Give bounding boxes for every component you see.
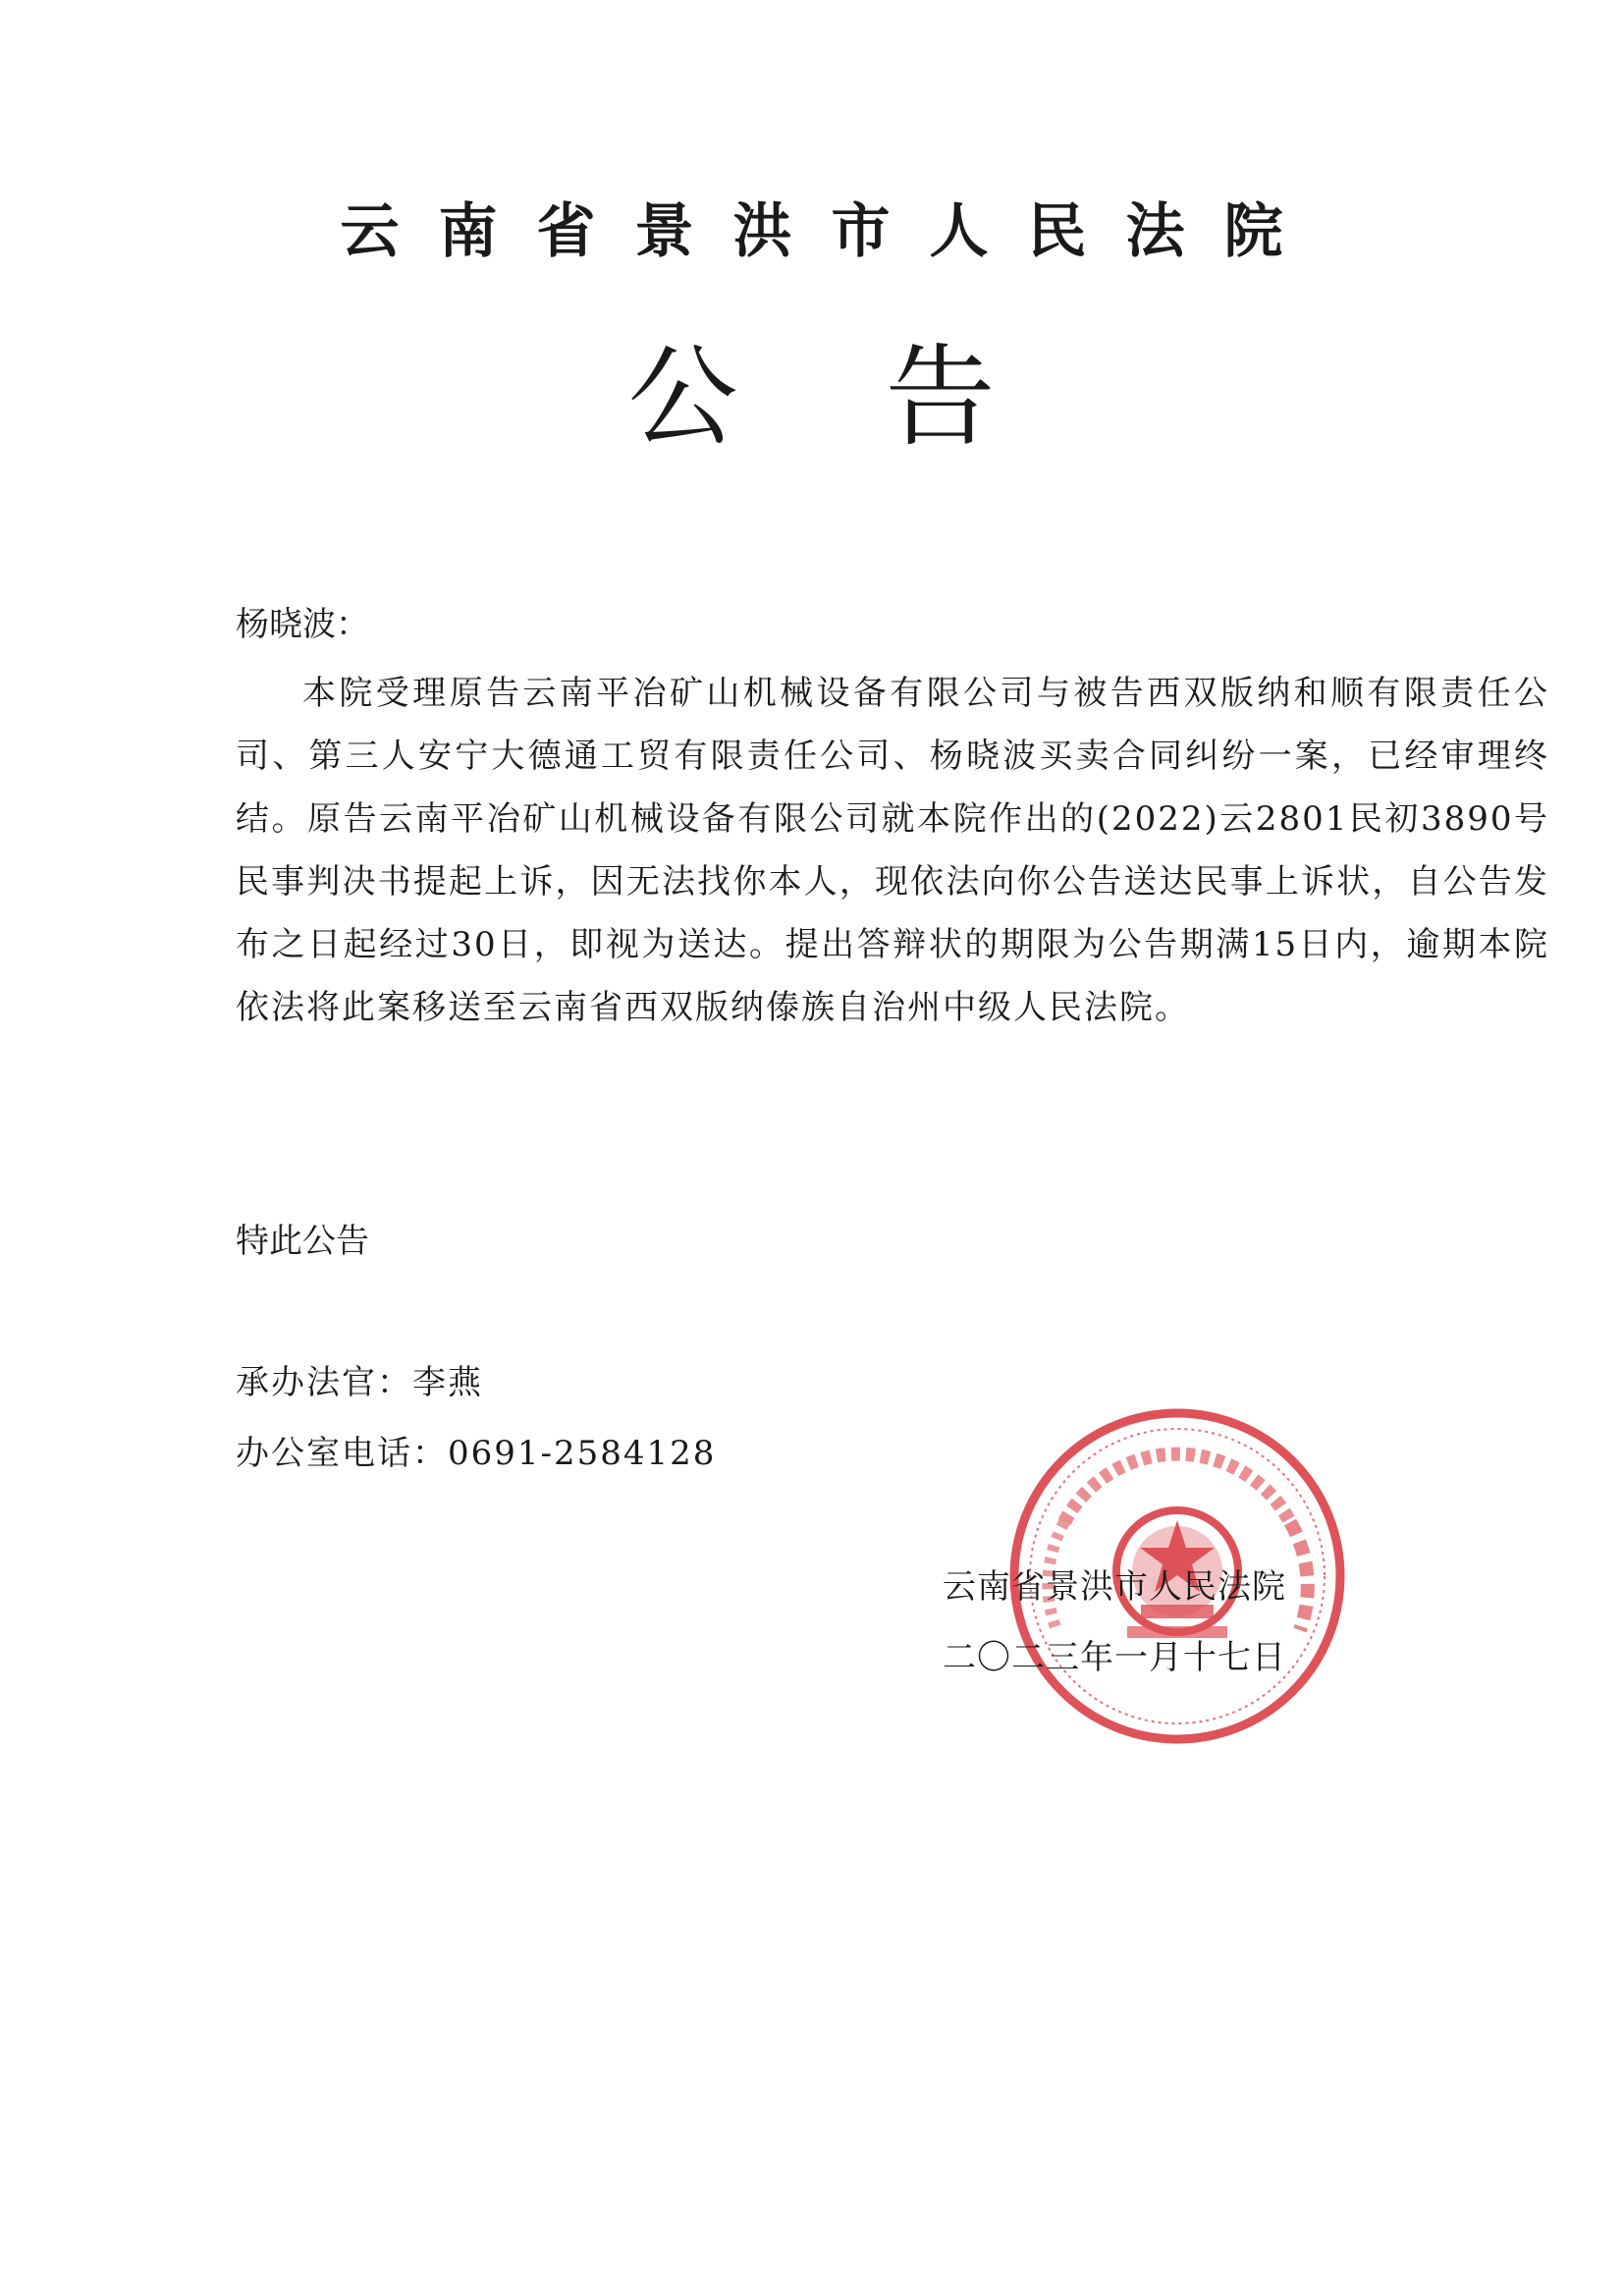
document-title: 公告	[627, 334, 1143, 462]
judge-line: 承办法官：李燕	[236, 1363, 483, 1402]
closing-line: 特此公告	[236, 1222, 369, 1261]
phone-line: 办公室电话：0691-2584128	[236, 1434, 717, 1473]
court-title: 云南省景洪市人民法院	[340, 197, 1323, 266]
signature-date: 二〇二三年一月十七日	[943, 1638, 1286, 1677]
notice-body: 本院受理原告云南平冶矿山机械设备有限公司与被告西双版纳和顺有限责任公司、第三人安宁大德通工贸有限责任公司、杨晓波买卖合同纠纷一案，已经审理终结。原告云南平冶矿山机械设备有限公司就本院作出的(2022)云2801民初3890号民事判决书提起上诉，因无法找你本人，现依法向你公告送达民事上诉状，自公告发布之日起经过30日，即视为送达。提出答辩状的期限为公告期满15日内，逾期本院依法将此案移送至云南省西双版纳傣族自治州中级人民法院。	[236, 674, 1549, 1027]
signature-court-name: 云南省景洪市人民法院	[943, 1567, 1286, 1607]
addressee: 杨晓波：	[236, 605, 369, 644]
